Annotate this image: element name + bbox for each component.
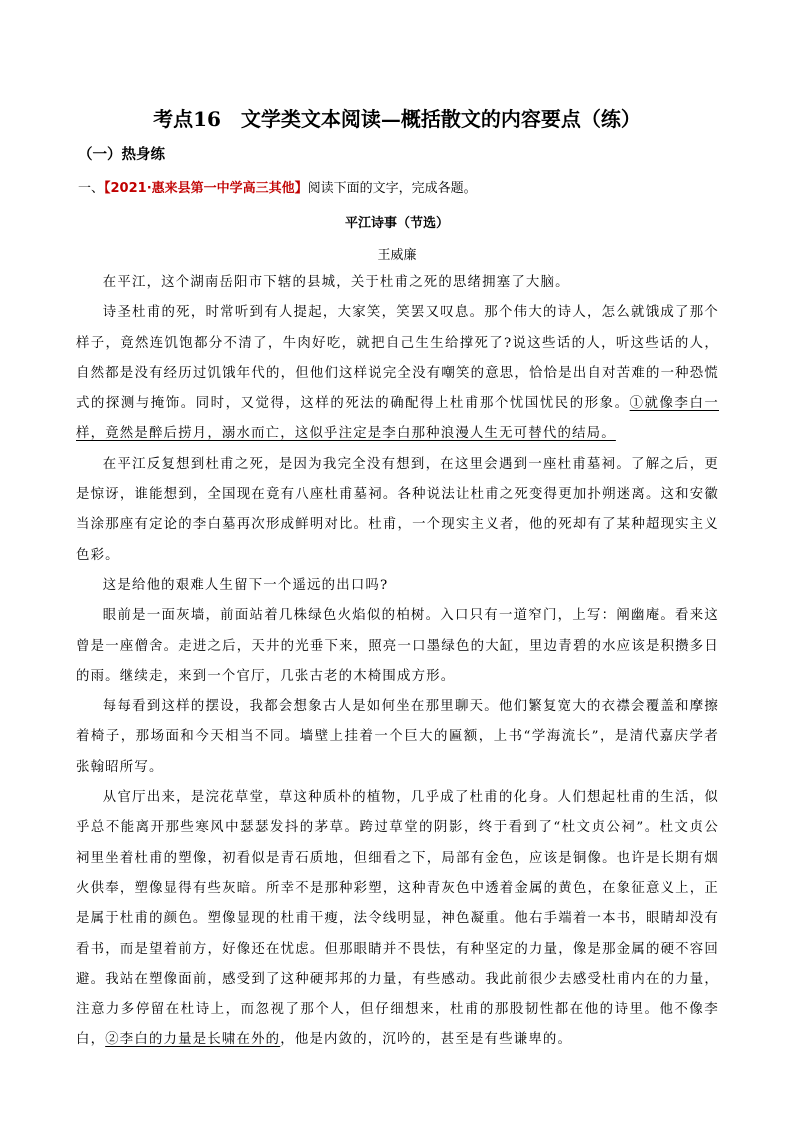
paragraph	[76, 783, 719, 1056]
paragraph: 这是给他的艰难人生留下一个遥远的出口吗?	[102, 577, 389, 593]
question-instruction: 阅读下面的文字，完成各题。	[307, 181, 477, 196]
question-number: 一、	[78, 181, 105, 196]
question-source: 【2021·惠来县第一中学高三其他】	[104, 181, 308, 196]
question-line	[78, 177, 477, 196]
paragraph: 在平江，这个湖南岳阳市下辖的县城，关于杜甫之死的思绪拥塞了大脑。	[102, 275, 570, 290]
passage-author: 王威廉	[377, 248, 417, 263]
paragraph: 在平江反复想到杜甫之死，是因为我完全没有想到，在这里会遇到一座杜甫墓祠。了解之后，更是惊讶，谁能想到，全国现在竟有八座杜甫墓祠。各种说法让杜甫之死变得更加扑朔迷离。这和安徽当涂那座有定论的李白墓再次形成鲜明对比。杜甫，一个现实主义者，他的死却有了某种超现实主义色彩。	[76, 456, 719, 563]
paragraph-text: ，他是内敛的，沉吟的，甚至是有些谦卑的。	[280, 1032, 573, 1048]
page-title: 考点16 文学类文本阅读—概括散文的内容要点（练）	[153, 107, 641, 131]
paragraph	[76, 298, 719, 449]
underlined-sentence-1: ①就像李白一样，竟然是醉后捞月，溺水而亡，这似乎注定是李白那种浪漫人生无可替代的结局。	[76, 396, 719, 442]
paragraph-text: 诗圣杜甫的死，时常听到有人提起，大家笑，笑罢又叹息。那个伟大的诗人，怎么就饿成了那个样子，竟然连饥饱都分不清了，牛肉好吃，就把自己生生给撑死了?说这些话的人，听这些话的人，自然都是没有经历过饥饿年代的，但他们这样说完全没有嘲笑的意思，恰恰是出自对苦难的一种恐慌式的探测与掩饰。同时，又觉得，这样的死法的确配得上杜甫那个忧国忧民的形象。	[76, 305, 719, 412]
paragraph: 眼前是一面灰墙，前面站着几株绿色火焰似的柏树。入口只有一道窄门，上写：阐幽庵。看来这曾是一座僧舍。走进之后，天井的光垂下来，照亮一口墨绿色的大缸，里边青碧的水应该是积攒多日的雨。继续走，来到一个官厅，几张古老的木椅围成方形。	[76, 608, 719, 684]
passage-body	[76, 268, 719, 1056]
paragraph-text: 从官厅出来，是浣花草堂，草这种质朴的植物，几乎成了杜甫的化身。人们想起杜甫的生活，似乎总不能离开那些寒风中瑟瑟发抖的茅草。跨过草堂的阴影，终于看到了“杜文贞公祠”。杜文贞公祠里坐着杜甫的塑像，初看似是青石质地，但细看之下，局部有金色，应该是铜像。也许是长期有烟火供奉，塑像显得有些灰暗。所幸不是那种彩塑，这种青灰色中透着金属的黄色，在象征意义上，正是属于杜甫的颜色。塑像显现的杜甫干瘦，法令线明显，神色凝重。他右手端着一本书，眼睛却没有看书，而是望着前方，好像还在忧虑。但那眼睛并不畏怯，有种坚定的力量，像是那金属的硬不容回避。我站在塑像面前，感受到了这种硬邦邦的力量，有些感动。我此前很少去感受杜甫内在的力量，注意力多停留在杜诗上，而忽视了那个人，但仔细想来，杜甫的那股韧性都在他的诗里。他不像李白，	[76, 790, 719, 1048]
paragraph: 每每看到这样的摆设，我都会想象古人是如何坐在那里聊天。他们繁复宽大的衣襟会覆盖和摩擦着椅子，那场面和今天相当不同。墙壁上挂着一个巨大的匾额，上书“学海流长”，是清代嘉庆学者张翰昭所写。	[76, 699, 719, 775]
section-heading: （一）热身练	[78, 147, 165, 163]
passage-title: 平江诗事（节选）	[344, 216, 449, 231]
underlined-sentence-2: ②李白的力量是长啸在外的	[105, 1032, 281, 1048]
